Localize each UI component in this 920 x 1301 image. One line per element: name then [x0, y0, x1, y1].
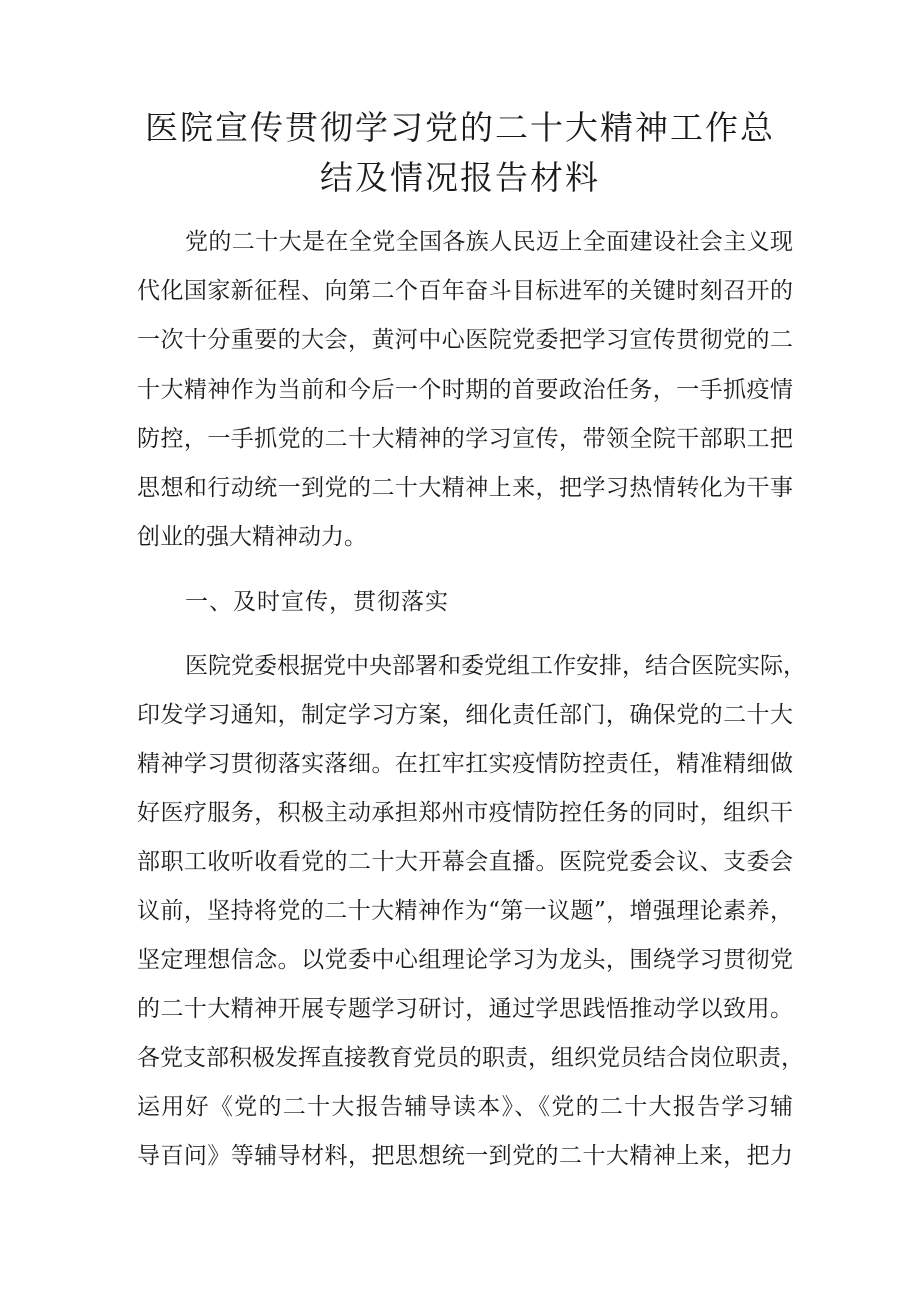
paragraph-2-line: 导百问》等辅导材料，把思想统一到党的二十大精神上来，把力 [137, 1143, 793, 1169]
paragraph-2-line: 精神学习贯彻落实落细。在扛牢扛实疫情防控责任，精准精细做 [137, 751, 793, 777]
paragraph-2-line: 运用好《党的二十大报告辅导读本》、《党的二十大报告学习辅 [137, 1094, 793, 1120]
paragraph-2-line: 的二十大精神开展专题学习研讨，通过学思践悟推动学以致用。 [137, 996, 793, 1022]
paragraph-2-line: 议前，坚持将党的二十大精神作为“第一议题”，增强理论素养， [137, 898, 793, 924]
paragraph-2-line: 医院党委根据党中央部署和委党组工作安排，结合医院实际， [185, 653, 806, 679]
paragraph-1-line: 思想和行动统一到党的二十大精神上来，把学习热情转化为干事 [137, 475, 793, 501]
paragraph-2-line: 印发学习通知，制定学习方案，细化责任部门，确保党的二十大 [137, 702, 793, 728]
paragraph-2-line: 坚定理想信念。以党委中心组理论学习为龙头，围绕学习贯彻党 [137, 947, 793, 973]
section-1-heading: 一、及时宣传，贯彻落实 [185, 589, 449, 615]
paragraph-2-line: 部职工收听收看党的二十大开幕会直播。医院党委会议、支委会 [137, 849, 793, 875]
paragraph-1-line: 防控，一手抓党的二十大精神的学习宣传，带领全院干部职工把 [137, 426, 793, 452]
paragraph-1-line: 十大精神作为当前和今后一个时期的首要政治任务，一手抓疫情 [137, 377, 793, 403]
paragraph-1-line: 一次十分重要的大会，黄河中心医院党委把学习宣传贯彻党的二 [137, 327, 793, 353]
document-title-line-1: 医院宣传贯彻学习党的二十大精神工作总 [145, 108, 775, 147]
paragraph-2-line: 好医疗服务，积极主动承担郑州市疫情防控任务的同时，组织干 [137, 800, 793, 826]
paragraph-1-line: 党的二十大是在全党全国各族人民迈上全面建设社会主义现 [185, 229, 793, 255]
paragraph-2-line: 各党支部积极发挥直接教育党员的职责，组织党员结合岗位职责， [137, 1045, 804, 1071]
document-title-line-2: 结及情况报告材料 [320, 158, 600, 197]
paragraph-1-line: 创业的强大精神动力。 [137, 524, 367, 550]
paragraph-1-line: 代化国家新征程、向第二个百年奋斗目标进军的关键时刻召开的 [137, 278, 793, 304]
